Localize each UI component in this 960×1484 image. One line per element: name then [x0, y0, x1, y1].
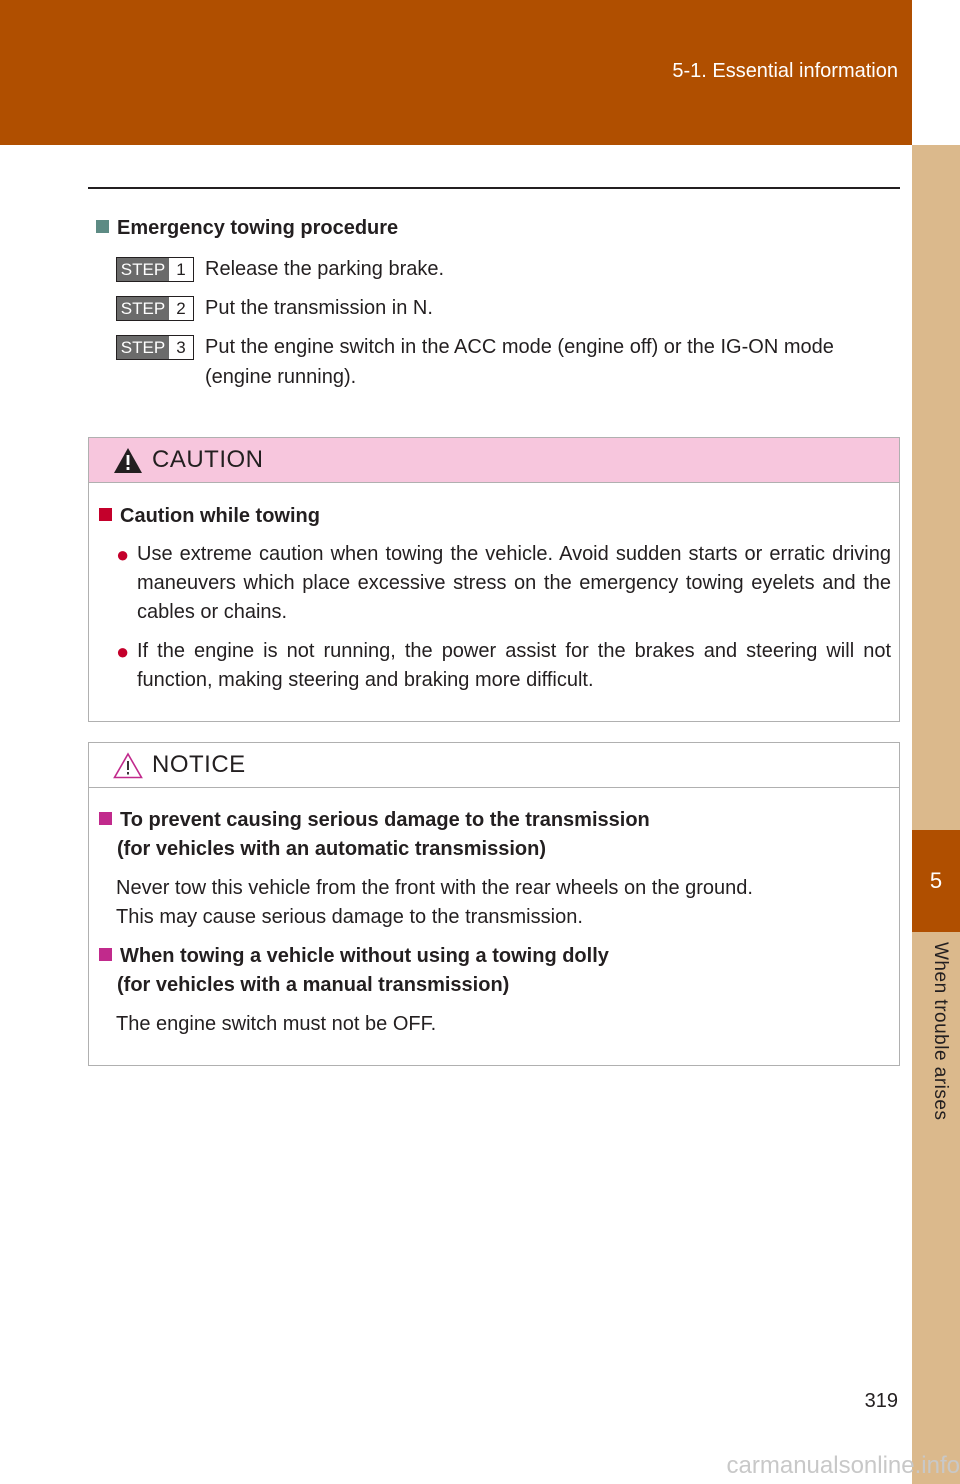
notice-text-1: [116, 874, 886, 932]
caution-bullet-1: [116, 540, 891, 627]
notice-box: [88, 742, 900, 1066]
chapter-number-tab[interactable]: 5: [912, 830, 960, 932]
notice-text-line: The engine switch must not be OFF.: [116, 1013, 437, 1035]
step-badge-label: STEP: [117, 297, 169, 320]
square-bullet-icon: [99, 508, 112, 521]
square-bullet-icon: [99, 812, 112, 825]
chapter-label: When trouble arises: [930, 942, 951, 1121]
step-badge-number: 3: [169, 336, 193, 359]
bullet-dot-icon: ●: [116, 542, 130, 567]
step-3: [116, 332, 906, 392]
notice-heading-line: (for vehicles with an automatic transmission): [117, 838, 546, 860]
notice-title: NOTICE: [152, 751, 246, 778]
notice-heading-line: To prevent causing serious damage to the transmission: [120, 809, 650, 831]
notice-heading-1: [99, 806, 650, 864]
step-badge-number: 2: [169, 297, 193, 320]
notice-text-2: [116, 1010, 886, 1039]
step-badge: [116, 335, 194, 360]
notice-heading-2: [99, 942, 609, 1000]
notice-text-line: Never tow this vehicle from the front with the rear wheels on the ground.: [116, 877, 753, 899]
procedure-heading: [96, 217, 398, 240]
step-text: Release the parking brake.: [205, 258, 445, 280]
caution-header: [89, 438, 899, 483]
watermark: carmanualsonline.info: [726, 1452, 960, 1479]
notice-heading-line: (for vehicles with a manual transmission): [117, 974, 510, 996]
warning-triangle-icon: [113, 447, 143, 474]
step-badge-number: 1: [169, 258, 193, 281]
step-text: Put the engine switch in the ACC mode (engine off) or the IG-ON mode (engine running).: [205, 336, 834, 388]
notice-text-line: This may cause serious damage to the transmission.: [116, 906, 583, 928]
top-rule: [88, 187, 900, 189]
step-badge: [116, 257, 194, 282]
caution-subheading: [99, 502, 320, 531]
page-number: 319: [864, 1390, 898, 1412]
step-text: Put the transmission in N.: [205, 297, 433, 319]
procedure-heading-text: Emergency towing procedure: [117, 217, 399, 239]
notice-heading-line: When towing a vehicle without using a towing dolly: [120, 945, 609, 967]
step-badge: [116, 296, 194, 321]
section-title: 5-1. Essential information: [672, 60, 898, 82]
bullet-text: If the engine is not running, the power assist for the brakes and steering will not function, making steering and braking more difficult.: [137, 640, 891, 691]
square-bullet-icon: [99, 948, 112, 961]
page-header: [0, 0, 912, 145]
step-2: [116, 293, 906, 323]
caution-title: CAUTION: [152, 446, 264, 473]
caution-subheading-text: Caution while towing: [120, 505, 320, 527]
notice-triangle-icon: [113, 752, 143, 779]
bullet-text: Use extreme caution when towing the vehicle. Avoid sudden starts or erratic driving maneuvers which place excessive stress on the emergency towing eyelets and the cables or chains.: [137, 543, 891, 623]
chapter-side-strip: [912, 145, 960, 1484]
step-1: [116, 254, 906, 284]
bullet-dot-icon: ●: [116, 639, 130, 664]
step-badge-label: STEP: [117, 258, 169, 281]
caution-bullet-2: [116, 637, 891, 695]
caution-box: [88, 437, 900, 722]
step-badge-label: STEP: [117, 336, 169, 359]
square-bullet-icon: [96, 220, 109, 233]
notice-header: [89, 743, 899, 788]
